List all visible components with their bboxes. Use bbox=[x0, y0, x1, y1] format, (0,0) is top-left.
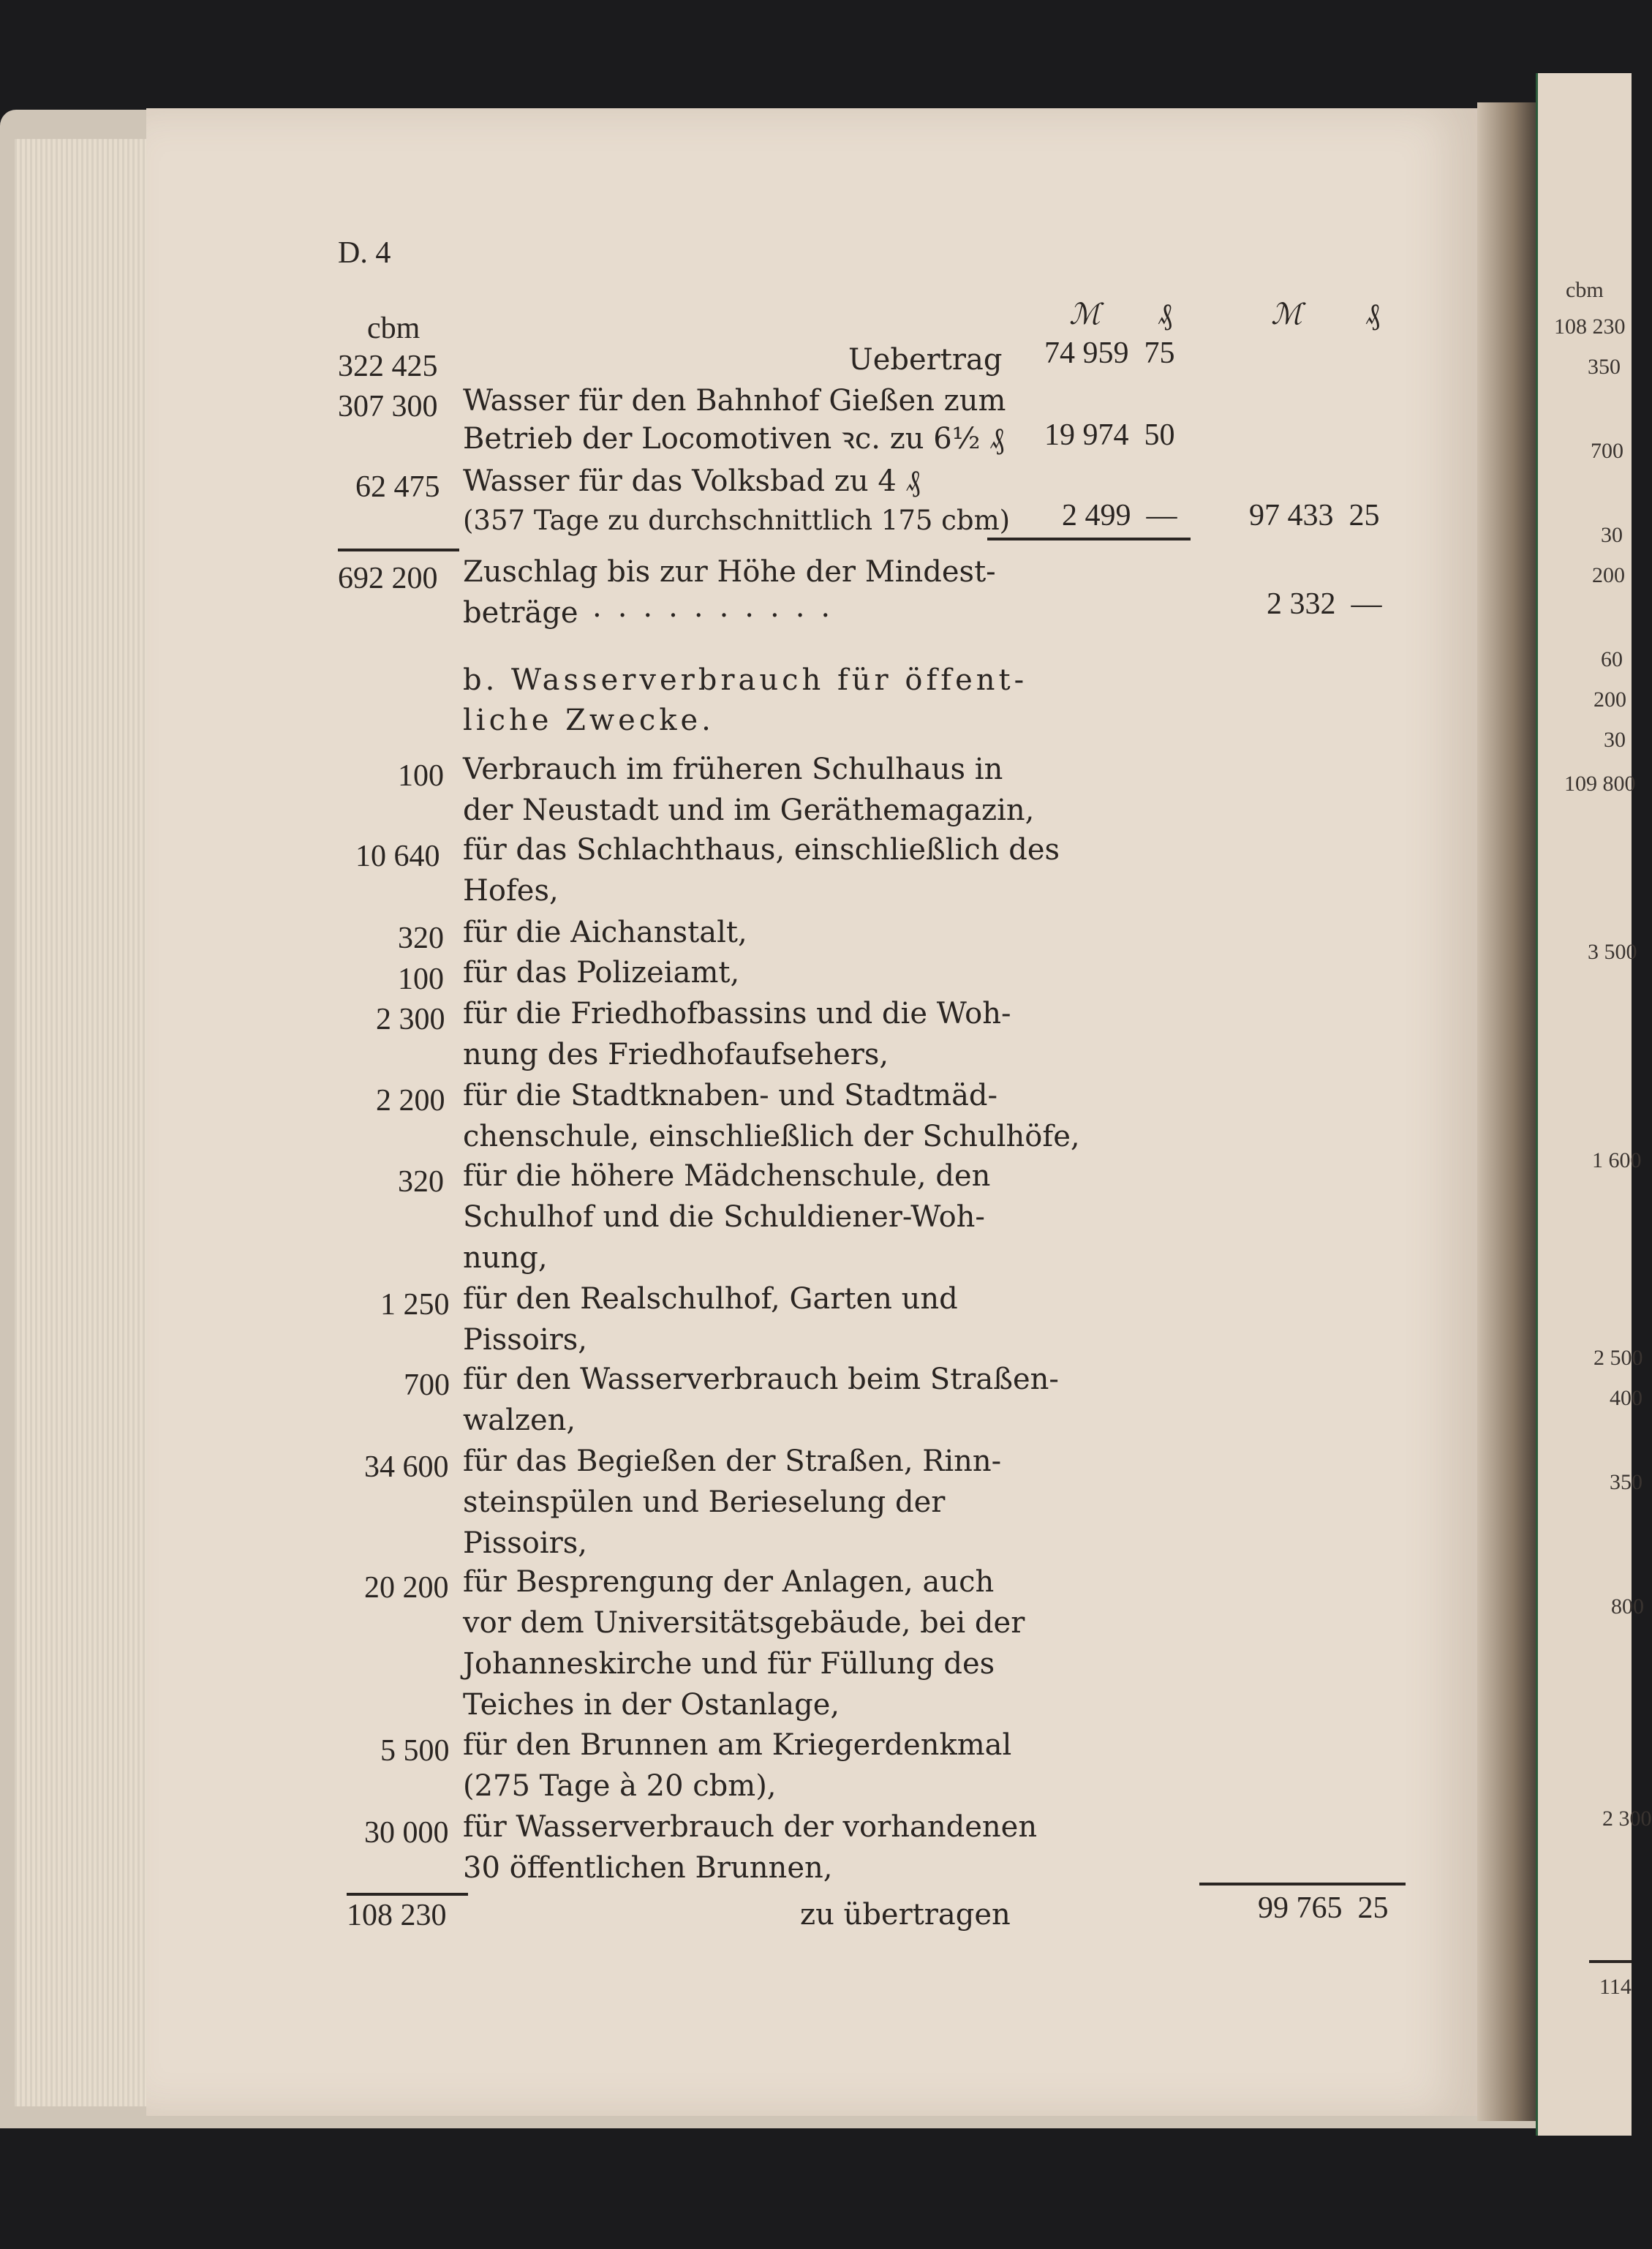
entry1-amount: 19 974 50 bbox=[1044, 418, 1175, 452]
item-text: walzen, bbox=[463, 1404, 576, 1437]
item-text: für den Realschulhof, Garten und bbox=[463, 1282, 958, 1316]
pfennig-header-2: ₰ bbox=[1365, 298, 1380, 331]
item-qty: 20 200 bbox=[364, 1571, 449, 1605]
item-qty: 30 000 bbox=[364, 1816, 449, 1850]
subtotal-qty: 692 200 bbox=[338, 562, 438, 595]
item-text: nung des Friedhofaufsehers, bbox=[463, 1038, 889, 1071]
item-text: Pissoirs, bbox=[463, 1323, 587, 1357]
adjacent-page bbox=[1536, 73, 1652, 2136]
item-text: nung, bbox=[463, 1241, 548, 1275]
adjacent-number: 350 bbox=[1588, 355, 1621, 379]
adjacent-number: 30 bbox=[1601, 523, 1623, 547]
adjacent-cbm-header: cbm bbox=[1566, 278, 1604, 302]
item-qty: 1 250 bbox=[380, 1288, 450, 1322]
item-qty: 2 300 bbox=[376, 1003, 445, 1036]
pfennig-header-1: ₰ bbox=[1158, 298, 1172, 331]
item-qty: 100 bbox=[398, 759, 444, 793]
subtotal-amount: 2 332 — bbox=[1267, 587, 1382, 621]
item-qty: 34 600 bbox=[364, 1450, 449, 1484]
item-qty: 100 bbox=[398, 962, 444, 996]
item-text: Hofes, bbox=[463, 874, 559, 908]
amount-total-rule bbox=[1199, 1883, 1406, 1886]
subtotal-line1: Zuschlag bis zur Höhe der Mindest- bbox=[463, 555, 996, 589]
adjacent-rule bbox=[1589, 1960, 1632, 1963]
adjacent-number: 2 500 bbox=[1593, 1346, 1643, 1370]
item-qty: 5 500 bbox=[380, 1734, 450, 1768]
item-text: für die Aichanstalt, bbox=[463, 916, 747, 949]
item-text: für das Polizeiamt, bbox=[463, 956, 740, 990]
mark-header-1: ℳ bbox=[1069, 298, 1101, 331]
carry-in-qty: 322 425 bbox=[338, 350, 438, 383]
item-text: Pissoirs, bbox=[463, 1526, 587, 1560]
page-stack-edge bbox=[15, 139, 146, 2106]
adjacent-number: 109 800 bbox=[1564, 772, 1636, 796]
carry-in-amount: 74 959 75 bbox=[1044, 336, 1175, 370]
item-text: Johanneskirche und für Füllung des bbox=[463, 1647, 995, 1681]
unit-header-cbm: cbm bbox=[367, 312, 420, 345]
carry-out-qty: 108 230 bbox=[347, 1899, 447, 1932]
mark-header-2: ℳ bbox=[1271, 298, 1302, 331]
adjacent-number: 2 300 bbox=[1602, 1807, 1652, 1831]
adjacent-number: 800 bbox=[1611, 1594, 1644, 1619]
item-text: für den Wasserverbrauch beim Straßen- bbox=[463, 1363, 1059, 1396]
item-text: für die Friedhofbassins und die Woh- bbox=[463, 997, 1011, 1031]
leader-dots: .......... bbox=[592, 590, 847, 624]
item-text: der Neustadt und im Geräthemagazin, bbox=[463, 794, 1035, 827]
item-text: chenschule, einschließlich der Schulhöfe, bbox=[463, 1120, 1080, 1153]
adjacent-number: 108 230 bbox=[1554, 314, 1626, 339]
adjacent-number: 350 bbox=[1610, 1470, 1642, 1494]
subtotal-line2: beträge bbox=[463, 596, 578, 630]
qty-subtotal-rule bbox=[338, 549, 459, 551]
item-text: Verbrauch im früheren Schulhaus in bbox=[463, 753, 1003, 786]
item-text: steinspülen und Berieselung der bbox=[463, 1485, 946, 1519]
carry-out-label: zu übertragen bbox=[800, 1898, 1011, 1932]
item-qty: 320 bbox=[398, 1165, 444, 1199]
item-text: für das Schlachthaus, einschließlich des bbox=[463, 833, 1060, 867]
entry1-line2: Betrieb der Locomotiven ꝛc. zu 6½ ₰ bbox=[463, 422, 1005, 456]
item-qty: 700 bbox=[404, 1368, 450, 1402]
entry2-line1: Wasser für das Volksbad zu 4 ₰ bbox=[463, 464, 921, 498]
adjacent-number: 200 bbox=[1592, 563, 1625, 587]
item-text: für den Brunnen am Kriegerdenkmal bbox=[463, 1728, 1012, 1762]
entry2-total: 97 433 25 bbox=[1249, 499, 1380, 532]
entry2-line2: (357 Tage zu durchschnittlich 175 cbm) bbox=[463, 505, 1011, 536]
item-text: 30 öffentlichen Brunnen, bbox=[463, 1851, 833, 1885]
section-b-heading-cont: liche Zwecke. bbox=[463, 704, 714, 737]
adjacent-number: 30 bbox=[1604, 728, 1626, 752]
adjacent-number: 114 bbox=[1599, 1975, 1632, 1999]
item-text: vor dem Universitätsgebäude, bei der bbox=[463, 1606, 1025, 1640]
qty-total-rule bbox=[347, 1893, 468, 1896]
adjacent-number: 700 bbox=[1591, 439, 1623, 463]
item-qty: 10 640 bbox=[355, 840, 440, 873]
adjacent-number: 200 bbox=[1593, 687, 1626, 712]
section-b-heading: b. Wasserverbrauch für öffent- bbox=[463, 663, 1028, 697]
item-text: (275 Tage à 20 cbm), bbox=[463, 1769, 777, 1803]
page-label: D. 4 bbox=[338, 236, 391, 270]
carry-out-amount: 99 765 25 bbox=[1258, 1891, 1389, 1925]
adjacent-number: 1 600 bbox=[1592, 1148, 1642, 1172]
item-text: für die höhere Mädchenschule, den bbox=[463, 1159, 991, 1193]
item-text: Schulhof und die Schuldiener-Woh- bbox=[463, 1200, 985, 1234]
adjacent-number: 400 bbox=[1610, 1386, 1642, 1410]
entry2-qty: 62 475 bbox=[355, 470, 440, 504]
item-text: Teiches in der Ostanlage, bbox=[463, 1688, 840, 1722]
entry2-amount: 2 499 — bbox=[1062, 499, 1177, 532]
amount-subtotal-rule bbox=[987, 538, 1191, 540]
book-gutter bbox=[1477, 102, 1543, 2121]
item-text: für das Begießen der Straßen, Rinn- bbox=[463, 1444, 1002, 1478]
item-text: für die Stadtknaben- und Stadtmäd- bbox=[463, 1079, 998, 1112]
adjacent-number: 3 500 bbox=[1588, 940, 1637, 964]
item-qty: 2 200 bbox=[376, 1084, 445, 1118]
carry-in-label: Uebertrag bbox=[848, 343, 1003, 377]
entry1-line1: Wasser für den Bahnhof Gießen zum bbox=[463, 384, 1006, 418]
adjacent-number: 60 bbox=[1601, 647, 1623, 671]
entry1-qty: 307 300 bbox=[338, 390, 438, 423]
item-text: für Wasserverbrauch der vorhandenen bbox=[463, 1810, 1038, 1844]
item-qty: 320 bbox=[398, 922, 444, 955]
item-text: für Besprengung der Anlagen, auch bbox=[463, 1565, 995, 1599]
